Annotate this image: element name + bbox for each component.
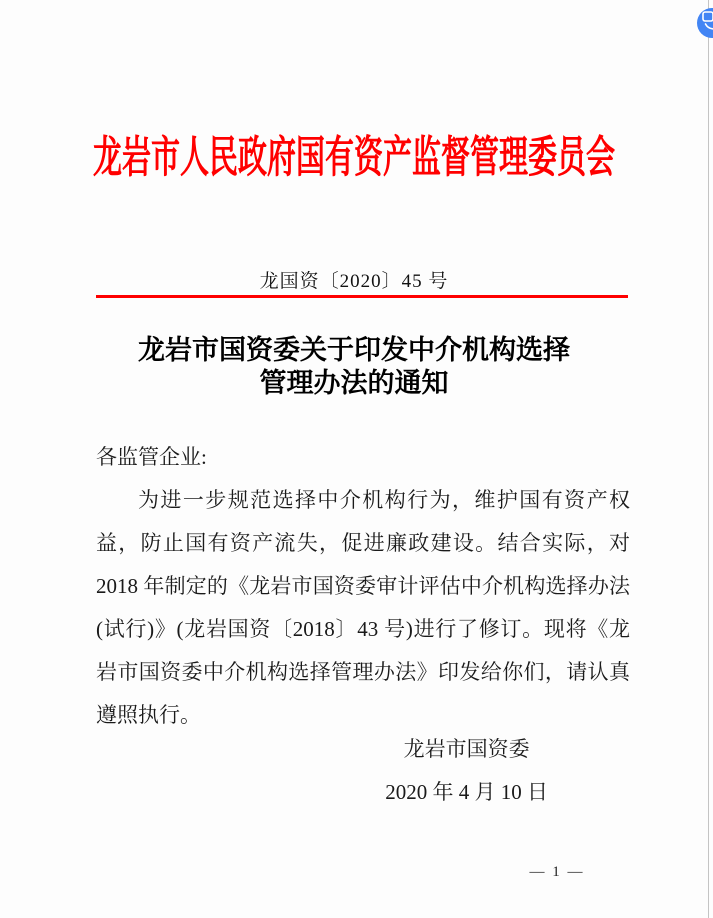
translate-icon [697,11,713,36]
signature-block [385,728,548,814]
salutation: 各监管企业: [96,445,207,469]
translate-fab-button[interactable] [697,8,713,38]
page-number: — 1 — [529,864,585,880]
letterhead-text: 龙岩市人民政府国有资产监督管理委员会 [92,133,615,182]
letterhead-title [0,124,708,184]
red-divider-rule [96,295,628,298]
signature-date: 2020 年 4 月 10 日 [385,780,548,804]
page-edge-divider [708,0,709,918]
document-body [96,436,630,737]
signature-org: 龙岩市国资委 [403,737,530,761]
document-title [0,334,708,400]
document-number: 龙国资〔2020〕45 号 [259,271,449,292]
document-title-line-1: 龙岩市国资委关于印发中介机构选择 [138,335,570,365]
document-title-line-2: 管理办法的通知 [259,368,449,398]
body-paragraph: 为进一步规范选择中介机构行为，维护国有资产权益，防止国有资产流失，促进廉政建设。结合实际，对 2018 年制定的《龙岩市国资委审计评估中介机构选择办法(试行)》(龙岩国资〔2018〕43 号)进行了修订。现将《龙岩市国资委中介机构选择管理办法》印发给你们，请认真遵照执行。 [96,488,630,727]
